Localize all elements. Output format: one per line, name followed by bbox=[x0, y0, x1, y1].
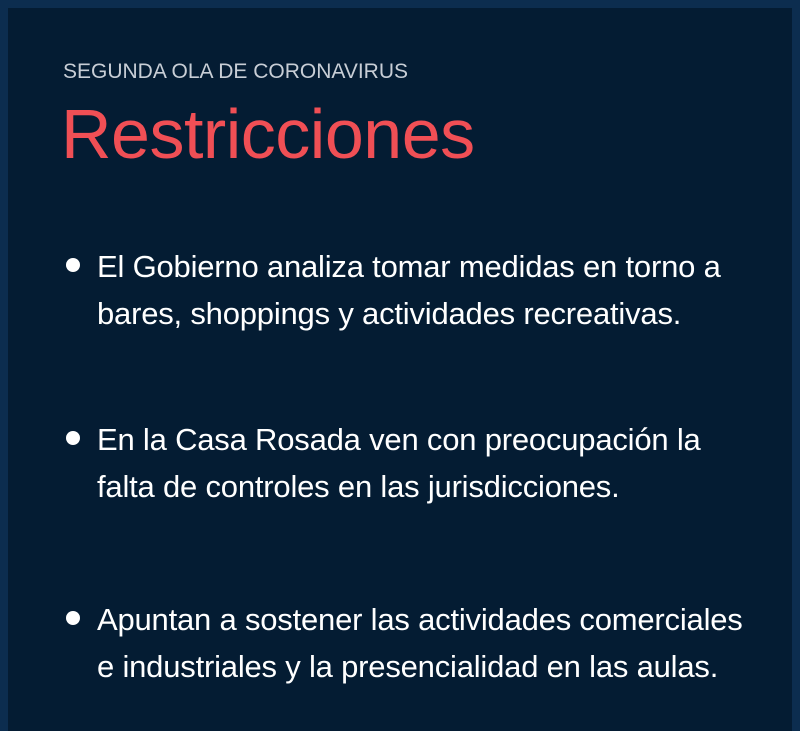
section-kicker: SEGUNDA OLA DE CORONAVIRUS bbox=[63, 60, 409, 83]
bullet-text: En la Casa Rosada ven con preocupación la falta de controles en las jurisdicciones. bbox=[97, 422, 701, 504]
bullet-dot-icon bbox=[66, 431, 80, 445]
bullet-text: El Gobierno analiza tomar medidas en torno a bares, shoppings y actividades recreativas. bbox=[97, 249, 721, 331]
bullet-dot-icon bbox=[66, 611, 80, 625]
slide-title: Restricciones bbox=[61, 95, 475, 173]
bullet-text: Apuntan a sostener las actividades comerciales e industriales y la presencialidad en las aulas. bbox=[97, 602, 743, 684]
bullet-dot-icon bbox=[66, 258, 80, 272]
